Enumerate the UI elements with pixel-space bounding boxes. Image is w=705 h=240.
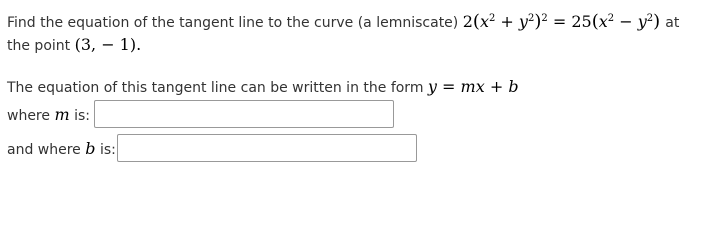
question-text-2: the point bbox=[7, 38, 71, 54]
point-coordinates: (3, − 1). bbox=[74, 35, 142, 54]
prompt-line bbox=[7, 77, 519, 96]
m-label: where m is: bbox=[7, 105, 90, 124]
question-line-1 bbox=[7, 11, 679, 32]
prompt-formula: y = mx + b bbox=[427, 77, 519, 96]
b-variable: b bbox=[85, 139, 96, 158]
lemniscate-equation: $2(x^2 + y^2)^2 = 25(x^2 - y^2)$ bbox=[462, 11, 661, 32]
b-answer-input[interactable] bbox=[117, 134, 417, 162]
m-answer-input[interactable] bbox=[94, 100, 394, 128]
prompt-text: The equation of this tangent line can be written in the form bbox=[7, 80, 424, 96]
question-line-2 bbox=[7, 35, 141, 54]
question-tail: at bbox=[665, 15, 680, 31]
question-text: Find the equation of the tangent line to the curve (a lemniscate) bbox=[7, 15, 459, 31]
m-variable: m bbox=[54, 105, 70, 124]
b-label: and where b is: bbox=[7, 139, 116, 158]
